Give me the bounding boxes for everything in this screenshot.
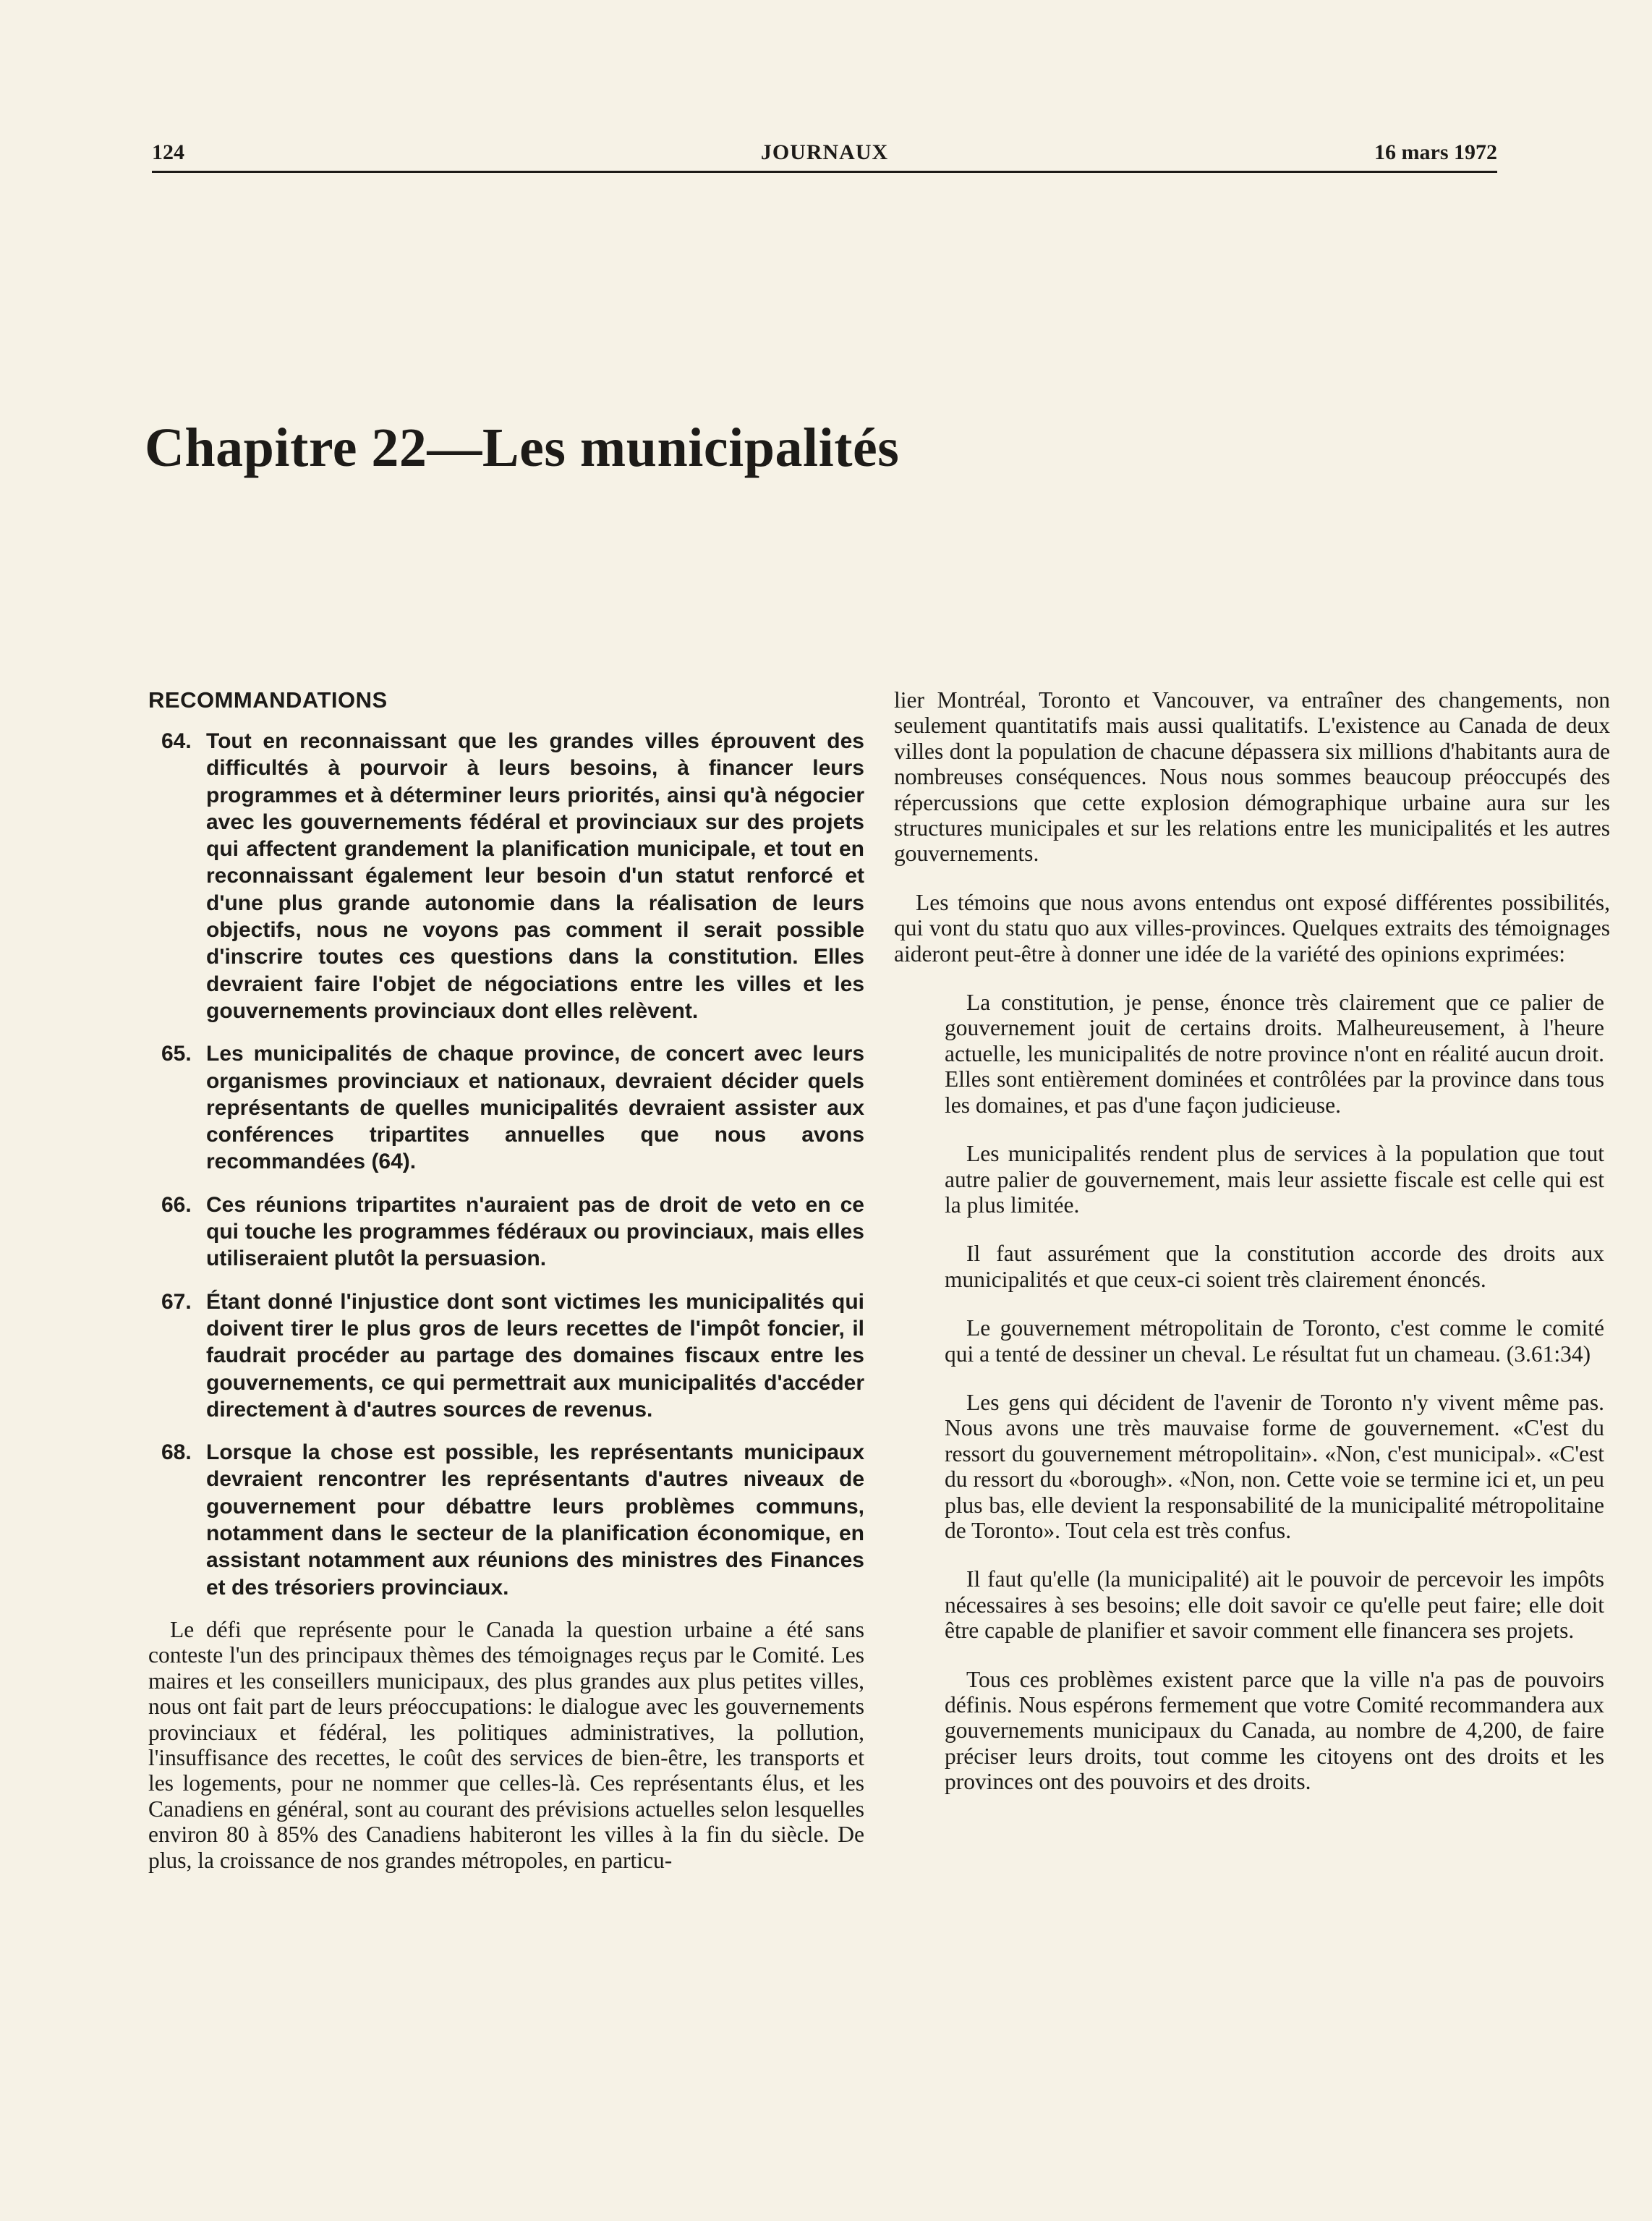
recommendation-text: Les municipalités de chaque province, de concert avec leurs organismes provinciaux et nationaux, devraient décider quels représentants de quelles municipalités devraient assister aux conférences tripartites annuelles que nous avons recommandées (64).: [206, 1042, 864, 1174]
testimony-quote: Tous ces problèmes existent parce que la ville n'a pas de pouvoirs définis. Nous espérons fermement que votre Comité recommandera aux gouvernements municipaux du Canada, au nombre de 4,200, de faire préciser leurs droits, tout comme les citoyens ont des droits et les provinces ont des pouvoirs et des droits.: [945, 1666, 1604, 1795]
testimony-quote: Il faut qu'elle (la municipalité) ait le pouvoir de percevoir les impôts nécessaires à ses besoins; elle doit savoir ce qu'elle peut faire; elle doit être capable de planifier et savoir comment elle financera ses projets.: [945, 1566, 1604, 1644]
recommendation-item: [148, 1192, 864, 1273]
recommendation-item: [148, 728, 864, 1024]
header-date: 16 mars 1972: [1374, 140, 1497, 164]
chapter-title: Chapitre 22—Les municipalités: [145, 417, 900, 478]
recommendation-item: [148, 1288, 864, 1423]
recommendation-number: 66.: [161, 1192, 192, 1217]
body-paragraph-continued: lier Montréal, Toronto et Vancouver, va entraîner des changements, non seulement quantitatifs mais aussi qualitatifs. L'existence au Canada de deux villes dont la population de chacune dépassera six millions d'habitants aura de nombreuses conséquences. Nous nous sommes beaucoup préoccupés des répercussions que cette explosion démographique urbaine aura sur les structures municipales et sur les relations entre les municipalités et les autres gouvernements.: [894, 687, 1610, 867]
testimony-quote: La constitution, je pense, énonce très clairement que ce palier de gouvernement jouit de certains droits. Malheureusement, à l'heure actuelle, les municipalités de notre province n'ont en réalité aucun droit. Elles sont entièrement dominées et contrôlées par la province dans tous les domaines, et pas d'une façon judicieuse.: [945, 990, 1604, 1118]
recommendation-text: Tout en reconnaissant que les grandes villes éprouvent des difficultés à pourvoir à leurs besoins, à financer leurs programmes et à déterminer leurs priorités, ainsi qu'à négocier avec les gouvernements fédéral et provinciaux sur des projets qui affectent grandement la planification municipale, et tout en reconnaissant également leur besoin d'un statut renforcé et d'une plus grande autonomie dans la réalisation de leurs objectifs, nous ne voyons pas comment il serait possible d'inscrire toutes ces questions dans la constitution. Elles devraient faire l'objet de négociations entre les villes et les gouvernements provinciaux dont elles relèvent.: [206, 729, 864, 1023]
testimony-quote: Les gens qui décident de l'avenir de Toronto n'y vivent même pas. Nous avons une très mauvaise forme de gouvernement. «C'est du ressort du gouvernement métropolitain». «Non, c'est municipal». «C'est du ressort du «borough». «Non, non. Cette voie se termine ici et, un peu plus bas, elle devient la responsabilité de la municipalité métropolitaine de Toronto». Tout cela est très confus.: [945, 1389, 1604, 1543]
recommendation-text: Étant donné l'injustice dont sont victimes les municipalités qui doivent tirer le plus gros de leurs recettes de l'impôt foncier, il faudrait procéder au partage des domaines fiscaux entre les gouvernements, ce qui permettrait aux municipalités d'accéder directement à d'autres sources de revenus.: [206, 1289, 864, 1422]
recommendation-number: 67.: [161, 1289, 192, 1314]
recommendations-heading: RECOMMANDATIONS: [148, 687, 388, 713]
running-head: [152, 135, 1497, 173]
testimony-quote: Il faut assurément que la constitution accorde des droits aux municipalités et que ceux-ci soient très clairement énoncés.: [945, 1241, 1604, 1292]
recommendation-item: [148, 1439, 864, 1601]
recommendation-number: 65.: [161, 1042, 192, 1066]
body-paragraph: Le défi que représente pour le Canada la question urbaine a été sans conteste l'un des principaux thèmes des témoignages reçus par le Comité. Les maires et les conseillers municipaux, des plus grandes aux plus petites villes, nous ont fait part de leurs préoccupations: le dialogue avec les gouvernements provinciaux et fédéral, les politiques administratives, la pollution, l'insuffisance des recettes, le coût des services de bien-être, les transports et les logements, pour ne nommer que celles-là. Ces représentants élus, et les Canadiens en général, sont au courant des prévisions actuelles selon lesquelles environ 80 à 85% des Canadiens habiteront les villes à la fin du siècle. De plus, la croissance de nos grandes métropoles, en particu-: [148, 1616, 864, 1873]
recommendation-text: Ces réunions tripartites n'auraient pas de droit de veto en ce qui touche les programmes fédéraux ou provinciaux, mais elles utiliseraient plutôt la persuasion.: [206, 1192, 864, 1271]
testimony-quote: Les municipalités rendent plus de services à la population que tout autre palier de gouvernement, mais leur assiette fiscale est celle qui est la plus limitée.: [945, 1141, 1604, 1218]
testimony-quote: Le gouvernement métropolitain de Toronto, c'est comme le comité qui a tenté de dessiner un cheval. Le résultat fut un chameau. (3.61:34): [945, 1315, 1604, 1367]
body-paragraph: Les témoins que nous avons entendus ont exposé différentes possibilités, qui vont du statu quo aux villes-provinces. Quelques extraits des témoignages aideront peut-être à donner une idée de la variété des opinions exprimées:: [894, 889, 1610, 967]
right-column: [894, 687, 1610, 1818]
recommendation-number: 64.: [161, 729, 192, 753]
recommendation-text: Lorsque la chose est possible, les représentants municipaux devraient rencontrer les représentants d'autres niveaux de gouvernement pour débattre leurs problèmes communs, notamment dans le secteur de la planification économique, en assistant notamment aux réunions des ministres des Finances et des trésoriers provinciaux.: [206, 1440, 864, 1600]
recommendation-number: 68.: [161, 1440, 192, 1465]
left-column: [148, 687, 864, 1873]
recommendation-item: [148, 1040, 864, 1175]
page-number: 124: [152, 140, 184, 164]
recommendations-list: [148, 728, 864, 1601]
journal-title: JOURNAUX: [760, 140, 889, 164]
